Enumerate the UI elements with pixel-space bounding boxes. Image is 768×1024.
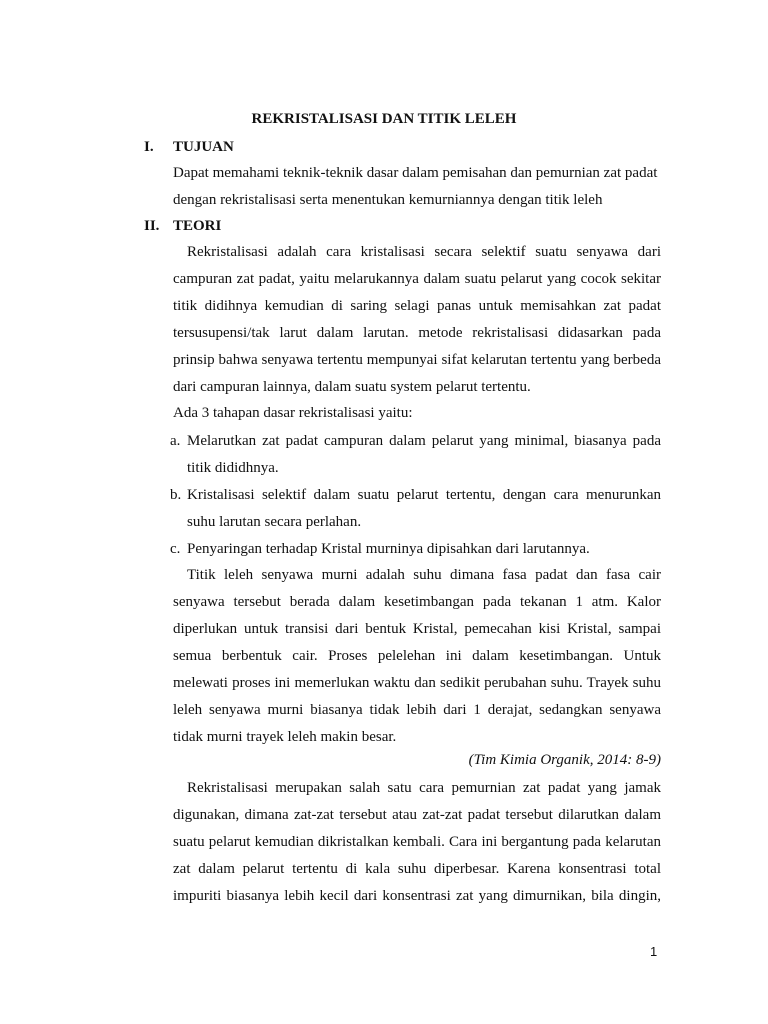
list-marker: b. (170, 487, 182, 503)
list-item-line: titik dididhnya. (187, 460, 279, 476)
section-number: II. (144, 218, 160, 234)
list-item-line: Penyaringan terhadap Kristal murninya dipisahkan dari larutannya. (187, 541, 590, 557)
page-number: 1 (650, 944, 658, 959)
body-line: prinsip bahwa senyawa tertentu mempunyai sifat kelarutan tertentu yang berbeda (173, 352, 661, 368)
body-line: senyawa tersebut berada dalam kesetimbangan pada tekanan 1 atm. Kalor (173, 594, 661, 610)
body-line: impuriti biasanya lebih kecil dari konsentrasi zat yang dimurnikan, bila dingin, (173, 888, 661, 904)
list-item-line: Melarutkan zat padat campuran dalam pelarut yang minimal, biasanya pada (187, 433, 661, 449)
body-line: dari campuran lainnya, dalam suatu system pelarut tertentu. (173, 379, 531, 395)
body-line: melewati proses ini memerlukan waktu dan sedikit perubahan suhu. Trayek suhu (173, 675, 661, 691)
body-line: digunakan, dimana zat-zat tersebut atau zat-zat padat tersebut dilarutkan dalam (173, 807, 661, 823)
section-heading: TUJUAN (173, 139, 234, 155)
body-line: titik didihnya kemudian di saring selagi panas untuk memisahkan zat padat (173, 298, 661, 314)
body-line: dengan rekristalisasi serta menentukan kemurniannya dengan titik leleh (173, 192, 603, 208)
body-line: Dapat memahami teknik-teknik dasar dalam pemisahan dan pemurnian zat padat (173, 165, 658, 181)
body-line: suatu pelarut kemudian dikristalkan kembali. Cara ini bergantung pada kelarutan (173, 834, 661, 850)
body-line: tidak murni trayek leleh makin besar. (173, 729, 397, 745)
body-line: Ada 3 tahapan dasar rekristalisasi yaitu: (173, 405, 413, 421)
list-item-line: suhu larutan secara perlahan. (187, 514, 362, 530)
section-number: I. (144, 139, 154, 155)
body-line: zat dalam pelarut tertentu di kala suhu diperbesar. Karena konsentrasi total (173, 861, 661, 877)
list-marker: c. (170, 541, 181, 557)
body-line: Rekristalisasi merupakan salah satu cara pemurnian zat padat yang jamak (187, 780, 661, 796)
body-line: leleh senyawa murni biasanya tidak lebih dari 1 derajat, sedangkan senyawa (173, 702, 661, 718)
list-item-line: Kristalisasi selektif dalam suatu pelarut tertentu, dengan cara menurunkan (187, 487, 661, 503)
body-line: semua berbentuk cair. Proses pelelehan ini dalam kesetimbangan. Untuk (173, 648, 661, 664)
body-line: diperlukan untuk transisi dari bentuk Kristal, pemecahan kisi Kristal, sampai (173, 621, 661, 637)
body-line: Rekristalisasi adalah cara kristalisasi secara selektif suatu senyawa dari (187, 244, 661, 260)
citation: (Tim Kimia Organik, 2014: 8-9) (468, 752, 661, 768)
list-marker: a. (170, 433, 181, 449)
body-line: tersusupensi/tak larut dalam larutan. metode rekristalisasi didasarkan pada (173, 325, 661, 341)
body-line: campuran zat padat, yaitu melarukannya dalam suatu pelarut yang cocok sekitar (173, 271, 661, 287)
body-line: Titik leleh senyawa murni adalah suhu dimana fasa padat dan fasa cair (187, 567, 661, 583)
section-heading: TEORI (173, 218, 222, 234)
document-title: REKRISTALISASI DAN TITIK LELEH (251, 111, 517, 127)
